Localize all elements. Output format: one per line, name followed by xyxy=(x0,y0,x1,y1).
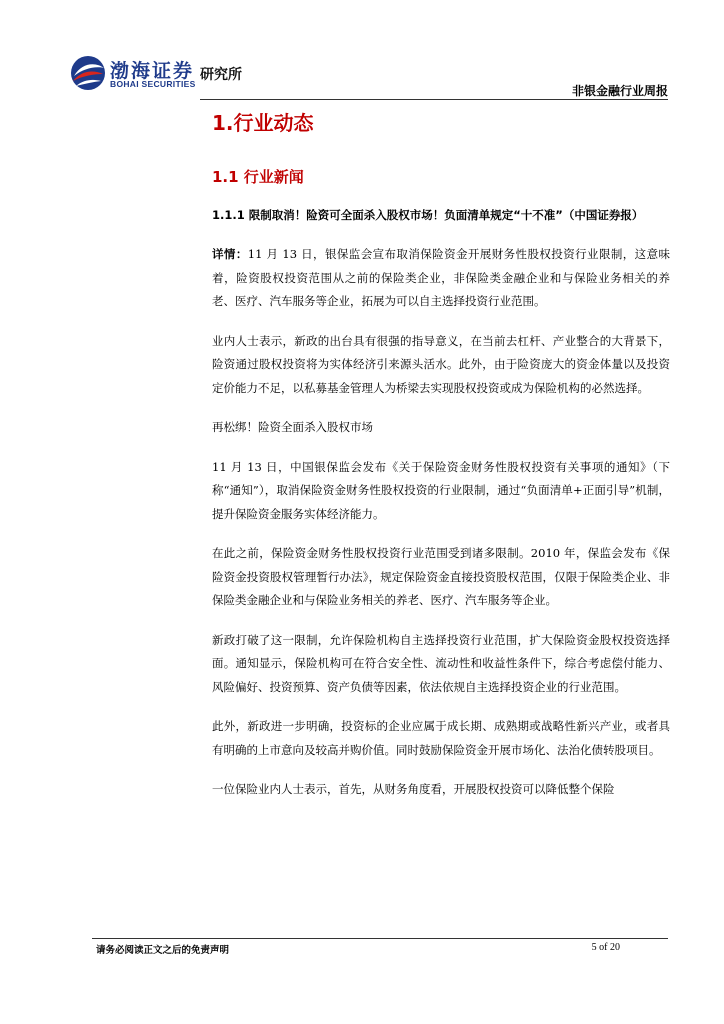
disclaimer-note: 请务必阅读正文之后的免责声明 xyxy=(96,945,230,956)
document-body xyxy=(212,104,670,802)
paragraph-subheading: 再松绑！险资全面杀入股权市场 xyxy=(212,420,373,434)
paragraph: 一位保险业内人士表示，首先，从财务角度看，开展股权投资可以降低整个保险 xyxy=(212,782,615,796)
paragraph: 业内人士表示，新政的出台具有很强的指导意义，在当前去杠杆、产业整合的大背景下，险资通过股权投资将为实体经济引来源头活水。此外，由于险资庞大的资金体量以及投资定价能力不足，以私募基金管理人为桥梁去实现股权投资或成为保险机构的必然选择。 xyxy=(212,333,670,395)
logo-english-name: BOHAI SECURITIES xyxy=(110,79,196,89)
paragraph: 在此之前，保险资金财务性股权投资行业范围受到诸多限制。2010 年，保监会发布《保险资金投资股权管理暂行办法》，规定保险资金直接投资股权范围，仅限于保险类企业、非保险类金融企业和与保险业务相关的养老、医疗、汽车服务等企业。 xyxy=(212,546,670,607)
institute-label: 研究所 xyxy=(200,67,242,83)
footer-divider xyxy=(92,938,668,939)
details-label: 详情： xyxy=(212,247,248,261)
bohai-logo-mark-icon xyxy=(70,54,106,92)
news-headline: 1.1.1 限制取消！险资可全面杀入股权市场！负面清单规定“十不准”（中国证券报） xyxy=(212,208,644,222)
subsection-heading: 1.1 行业新闻 xyxy=(212,168,304,186)
bohai-logo xyxy=(70,54,260,96)
logo-chinese-name: 渤海证券 xyxy=(110,60,195,82)
report-name: 非银金融行业周报 xyxy=(571,84,668,98)
paragraph: 此外，新政进一步明确，投资标的企业应属于成长期、成熟期或战略性新兴产业，或者具有明确的上市意向及较高并购价值。同时鼓励保险资金开展市场化、法治化债转股项目。 xyxy=(212,719,670,757)
paragraph: 新政打破了这一限制，允许保险机构自主选择投资行业范围，扩大保险资金股权投资选择面。通知显示，保险机构可在符合安全性、流动性和收益性条件下，综合考虑偿付能力、风险偏好、投资预算、资产负债等因素，依法依规自主选择投资企业的行业范围。 xyxy=(212,632,670,694)
header-divider xyxy=(200,99,668,100)
paragraph-details xyxy=(212,243,670,314)
paragraph: 11 月 13 日，中国银保监会发布《关于保险资金财务性股权投资有关事项的通知》（下称“通知”），取消保险资金财务性股权投资的行业限制，通过“负面清单+正面引导”机制，提升保险资金服务实体经济能力。 xyxy=(212,459,670,521)
page-number: 5 of 20 xyxy=(591,942,620,953)
details-text: 11 月 13 日，银保监会宣布取消保险资金开展财务性股权投资行业限制，这意味着，险资股权投资范围从之前的保险类企业，非保险类金融企业和与保险业务相关的养老、医疗、汽车服务等企业，拓展为可以自主选择投资行业范围。 xyxy=(212,247,671,308)
section-heading: 1.行业动态 xyxy=(212,111,314,135)
